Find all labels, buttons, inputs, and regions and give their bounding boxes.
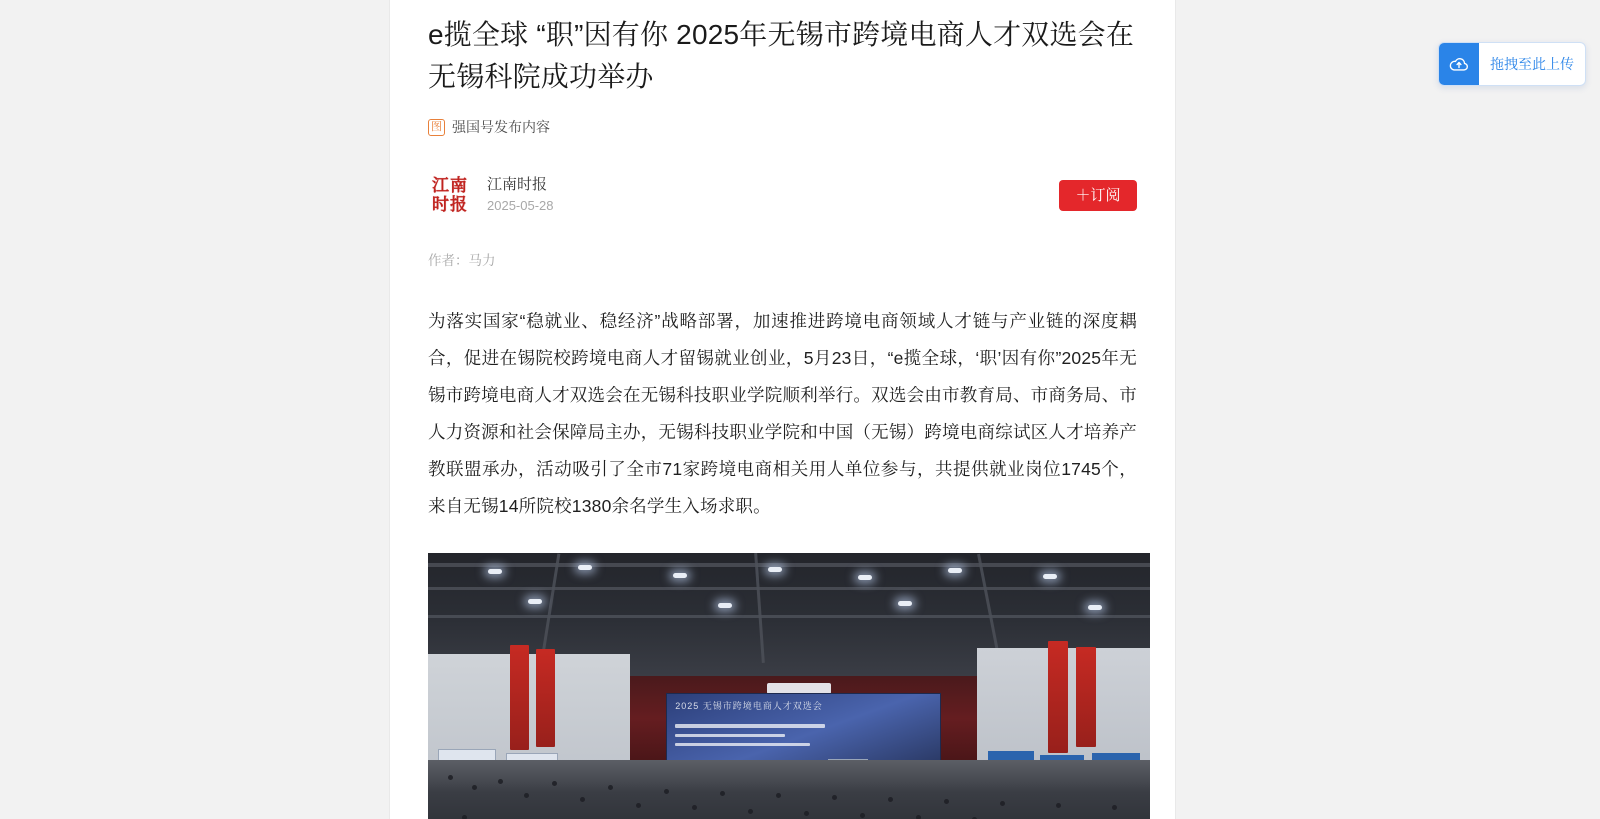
article-card xyxy=(390,0,1175,819)
subscribe-button[interactable]: ＋订阅 xyxy=(1059,180,1137,211)
photo-ceiling-light xyxy=(1088,605,1102,610)
photo-truss xyxy=(428,563,1150,567)
photo-truss xyxy=(428,587,1150,590)
photo-crowd xyxy=(428,760,1150,819)
photo-banner xyxy=(510,645,529,750)
publish-date: 2025-05-28 xyxy=(487,198,554,213)
source-logo-line2: 时报 xyxy=(432,195,468,214)
card-right-edge xyxy=(1175,0,1176,819)
photo-ceiling-light xyxy=(948,568,962,573)
source-meta xyxy=(487,174,554,216)
source-logo-line1: 江南 xyxy=(432,176,468,195)
source-name[interactable]: 江南时报 xyxy=(487,176,548,193)
photo-led-screen xyxy=(666,693,940,763)
article-photo xyxy=(428,553,1150,819)
state-account-icon: 图 xyxy=(428,119,445,136)
photo-ceiling-light xyxy=(858,575,872,580)
drag-upload-label: 拖拽至此上传 xyxy=(1490,56,1574,72)
photo-ceiling-light xyxy=(1043,574,1057,579)
photo-ceiling-light xyxy=(578,565,592,570)
photo-ceiling-light xyxy=(488,569,502,574)
source-logo[interactable] xyxy=(428,173,472,217)
cloud-upload-icon xyxy=(1439,43,1479,85)
author-line: 作者：马力 xyxy=(428,253,496,268)
source-row xyxy=(428,173,1137,217)
publisher-tag xyxy=(428,117,1137,137)
drag-upload-widget[interactable] xyxy=(1438,42,1586,86)
photo-ceiling-light xyxy=(718,603,732,608)
photo-ceiling-light xyxy=(528,599,542,604)
photo-ceiling-light xyxy=(898,601,912,606)
photo-banner xyxy=(536,649,555,747)
publisher-tag-label: 强国号发布内容 xyxy=(452,119,550,135)
photo-ceiling-light xyxy=(768,567,782,572)
photo-ceiling-light xyxy=(673,573,687,578)
photo-led-screen-text: 2025 无锡市跨境电商人才双选会 xyxy=(675,701,823,711)
photo-banner xyxy=(1076,647,1096,747)
photo-truss xyxy=(428,615,1150,618)
photo-banner xyxy=(1048,641,1068,753)
page-title: e揽全球 “职”因有你 2025年无锡市跨境电商人才双选会在无锡科院成功举办 xyxy=(428,19,1135,92)
article-body-paragraph: 为落实国家“稳就业、稳经济”战略部署，加速推进跨境电商领域人才链与产业链的深度耦合，促进在锡院校跨境电商人才留锡就业创业，5月23日，“e揽全球，‘职’因有你”2025年无锡市跨境电商人才双选会在无锡科技职业学院顺利举行。双选会由市教育局、市商务局、市人力资源和社会保障局主办，无锡科技职业学院和中国（无锡）跨境电商综试区人才培养产教联盟承办，活动吸引了全市71家跨境电商相关用人单位参与，共提供就业岗位1745个，来自无锡14所院校1380余名学生入场求职。 xyxy=(428,311,1137,516)
